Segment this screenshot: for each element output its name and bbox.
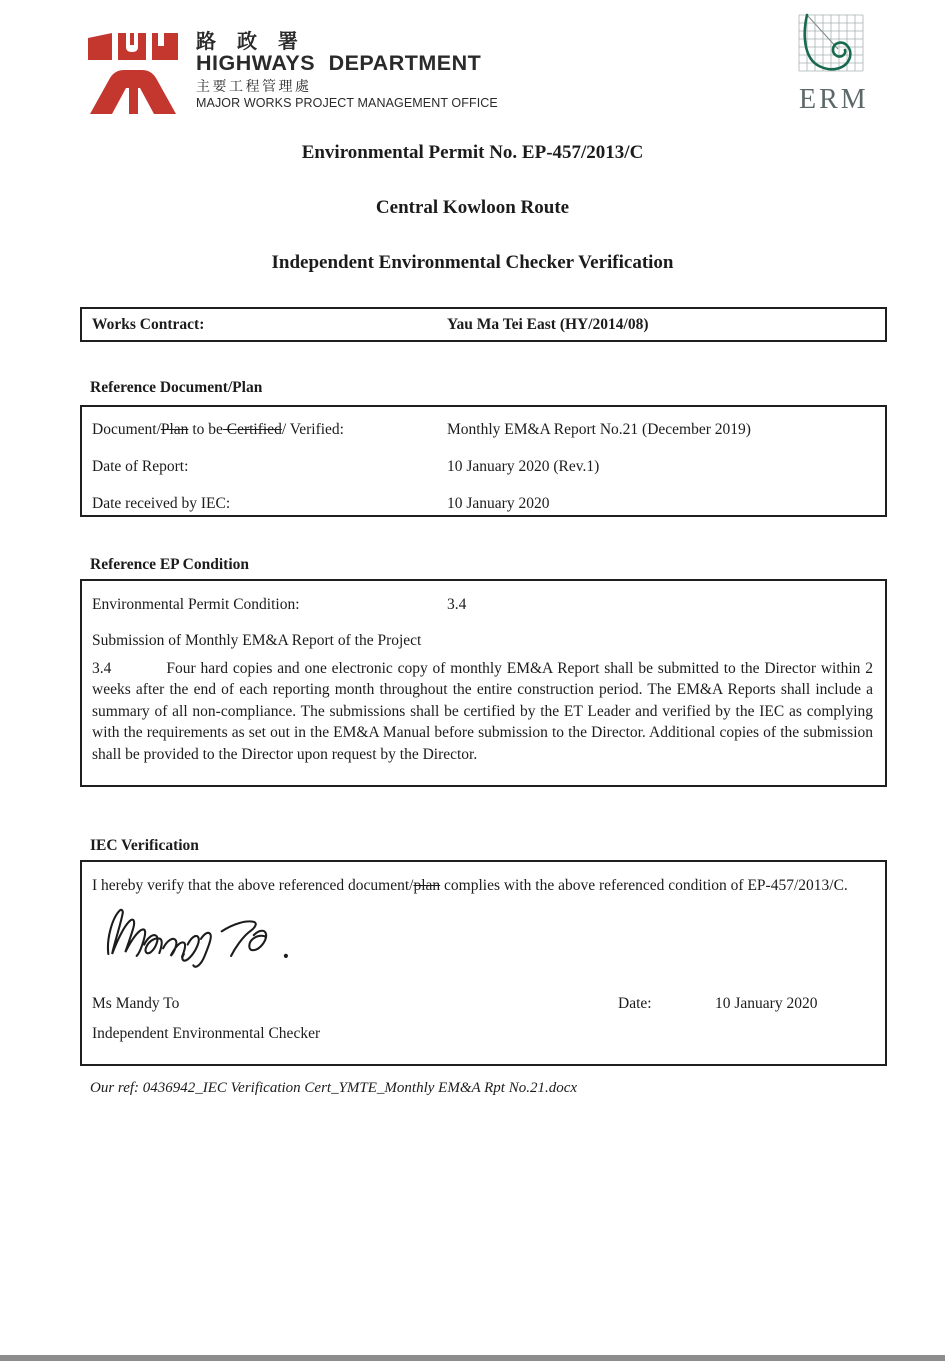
erm-wordmark: ERM — [799, 84, 869, 115]
clause-text: Four hard copies and one electronic copy of monthly EM&A Report shall be submitted to the Director within 2 weeks after the end of each reporting month throughout the entire construction period. The EM&A Reports shall include a summary of all non-compliance. The submissions shall be certified by the ET Leader and verified by the IEC as complying with the requirements as set out in the EM&A Manual before submission to the Director. Additional copies of the submission shall be provided to the Director upon request by the Director. — [92, 660, 873, 763]
ep-condition-box — [80, 579, 887, 787]
department-name-english: HIGHWAYS DEPARTMENT — [196, 51, 482, 75]
reference-document-heading: Reference Document/Plan — [90, 379, 263, 396]
date-received-label: Date received by IEC: — [92, 495, 231, 512]
iec-verification-heading: IEC Verification — [90, 837, 199, 854]
document-to-be-verified-label: Document/Plan to be Certified/ Verified: — [92, 421, 344, 438]
date-of-report-value: 10 January 2020 (Rev.1) — [447, 458, 600, 475]
table-row — [92, 594, 873, 616]
title-project-name: Central Kowloon Route — [375, 197, 570, 218]
erm-logo — [797, 13, 883, 116]
table-row — [92, 419, 875, 441]
date-value: 10 January 2020 — [715, 994, 818, 1012]
ep-condition-clause — [92, 658, 873, 765]
signatory-row — [92, 993, 873, 1015]
clause-number: 3.4 — [92, 660, 112, 677]
table-row — [92, 493, 875, 515]
works-contract-box — [80, 307, 887, 342]
signatory-name: Ms Mandy To — [92, 994, 180, 1012]
department-name-chinese: 路 政 署 — [196, 29, 305, 53]
highways-department-logo-icon — [88, 30, 180, 114]
date-label: Date: — [618, 994, 652, 1012]
date-received-value: 10 January 2020 — [447, 495, 550, 512]
works-contract-value: Yau Ma Tei East (HY/2014/08) — [447, 315, 649, 333]
erm-spiral-grid-icon — [797, 13, 873, 79]
department-name-block — [196, 31, 498, 109]
verification-statement: I hereby verify that the above referenced document/plan complies with the above referenced condition of EP-457/2013/C. — [92, 877, 848, 894]
iec-verification-box — [80, 860, 887, 1066]
title-document-type: Independent Environmental Checker Verification — [271, 252, 674, 273]
our-ref-line: Our ref: 0436942_IEC Verification Cert_YMTE_Monthly EM&A Rpt No.21.docx — [90, 1080, 578, 1096]
reference-document-table — [80, 405, 887, 517]
date-of-report-label: Date of Report: — [92, 458, 189, 475]
works-contract-label: Works Contract: — [92, 315, 205, 333]
reference-ep-condition-heading: Reference EP Condition — [90, 556, 250, 573]
page-edge-bar — [0, 1355, 945, 1361]
title-environmental-permit: Environmental Permit No. EP-457/2013/C — [301, 142, 644, 163]
document-to-be-verified-value: Monthly EM&A Report No.21 (December 2019) — [447, 421, 751, 438]
ep-condition-label: Environmental Permit Condition: — [92, 596, 300, 613]
table-row — [92, 456, 875, 478]
office-name-chinese: 主要工程管理處 — [196, 78, 312, 95]
ep-condition-value: 3.4 — [447, 596, 467, 613]
ep-condition-subtitle: Submission of Monthly EM&A Report of the Project — [92, 632, 422, 649]
office-name-english: MAJOR WORKS PROJECT MANAGEMENT OFFICE — [196, 95, 498, 110]
signatory-role: Independent Environmental Checker — [92, 1024, 321, 1042]
signature-image — [96, 903, 336, 971]
